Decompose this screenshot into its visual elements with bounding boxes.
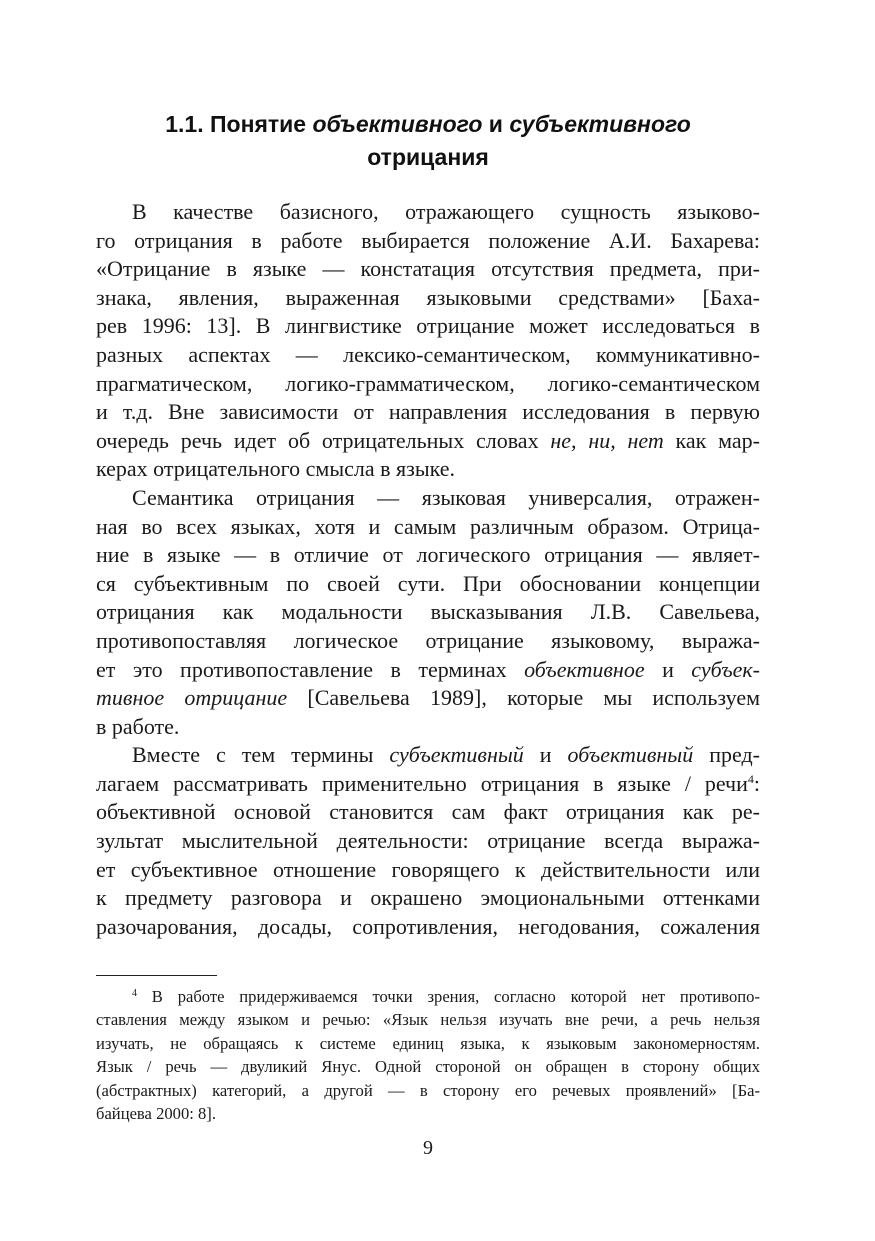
section-heading-line-2: отрицания [367, 144, 489, 170]
text-line: и т.д. Вне зависимости от направления исследования в первую [96, 399, 760, 425]
text-line: го отрицания в работе выбирается положение А.И. Бахарева: [96, 227, 760, 253]
text-line: ет субъективное отношение говорящего к действительности или [96, 856, 760, 882]
text-line: разочарования, досады, сопротивления, негодования, сожаления [96, 913, 760, 939]
text-line: отрицания как модальности высказывания Л.В. Савельева, [96, 599, 760, 625]
text-line: В качестве базисного, отражающего сущность языково- [132, 199, 760, 224]
footnote-line: Язык / речь — двуликий Янус. Одной стороной он обращен в сторону общих [96, 1057, 760, 1077]
text-line: рев 1996: 13]. В лингвистике отрицание может исследоваться в [96, 313, 760, 339]
footnote-line: байцева 2000: 8]. [96, 1104, 216, 1124]
page-number: 9 [423, 1137, 433, 1159]
text-line: Вместе с тем термины субъективный и объективный пред- [132, 742, 760, 768]
footnote-line: изучать, не обращаясь к системе единиц языка, к языковым закономерностям. [96, 1033, 760, 1053]
section-heading-line-1: 1.1. Понятие объективного и субъективного [165, 111, 691, 137]
text-line: ние в языке — в отличие от логического отрицания — являет- [96, 542, 760, 568]
footnote-line: $^4$ В работе придерживаемся точки зрения, согласно которой нет противопо- [132, 987, 760, 1006]
text-line: лагаем рассматривать применительно отрицания в языке / речи$^4$: [96, 770, 760, 796]
footnote [96, 985, 760, 1125]
text-line: «Отрицание в языке — констатация отсутствия предмета, при- [96, 256, 760, 282]
footnote-marker: 4 [132, 988, 137, 999]
footnote-line: (абстрактных) категорий, а другой — в сторону его речевых проявлений» [Ба- [96, 1080, 760, 1100]
text-line: разных аспектах — лексико-семантическом, коммуникативно- [96, 341, 760, 367]
text-line: керах отрицательного смысла в языке. [96, 456, 456, 482]
text-line: прагматическом, логико-грамматическом, логико-семантическом [96, 370, 760, 396]
text-line: в работе. [96, 713, 180, 739]
text-line: к предмету разговора и окрашено эмоциональными оттенками [96, 885, 760, 911]
footnote-divider [96, 975, 217, 976]
footnote-ref[interactable]: 4 [747, 771, 754, 786]
text-line: ная во всех языках, хотя и самым различным образом. Отрица- [96, 513, 760, 539]
text-line: знака, явления, выраженная языковыми средствами» [Баха- [96, 284, 760, 310]
text-line: тивное отрицание [Савельева 1989], которые мы используем [96, 685, 761, 711]
text-line: ет это противопоставление в терминах объективное и субъек- [96, 656, 760, 682]
section-heading [96, 108, 760, 174]
footnote-line: ставления между языком и речью: «Язык нельзя изучать вне речи, а речь нельзя [96, 1010, 760, 1030]
text-line: ся субъективным по своей сути. При обосновании концепции [96, 570, 760, 596]
text-line: объективной основой становится сам факт отрицания как ре- [96, 799, 760, 825]
text-line: зультат мыслительной деятельности: отрицание всегда выража- [96, 828, 760, 854]
text-line: очередь речь идет об отрицательных словах не, ни, нет как мар- [96, 427, 761, 453]
body-text [96, 198, 760, 941]
text-line: Семантика отрицания — языковая универсалия, отражен- [132, 484, 760, 510]
text-line: противопоставляя логическое отрицание языковому, выража- [96, 627, 760, 653]
